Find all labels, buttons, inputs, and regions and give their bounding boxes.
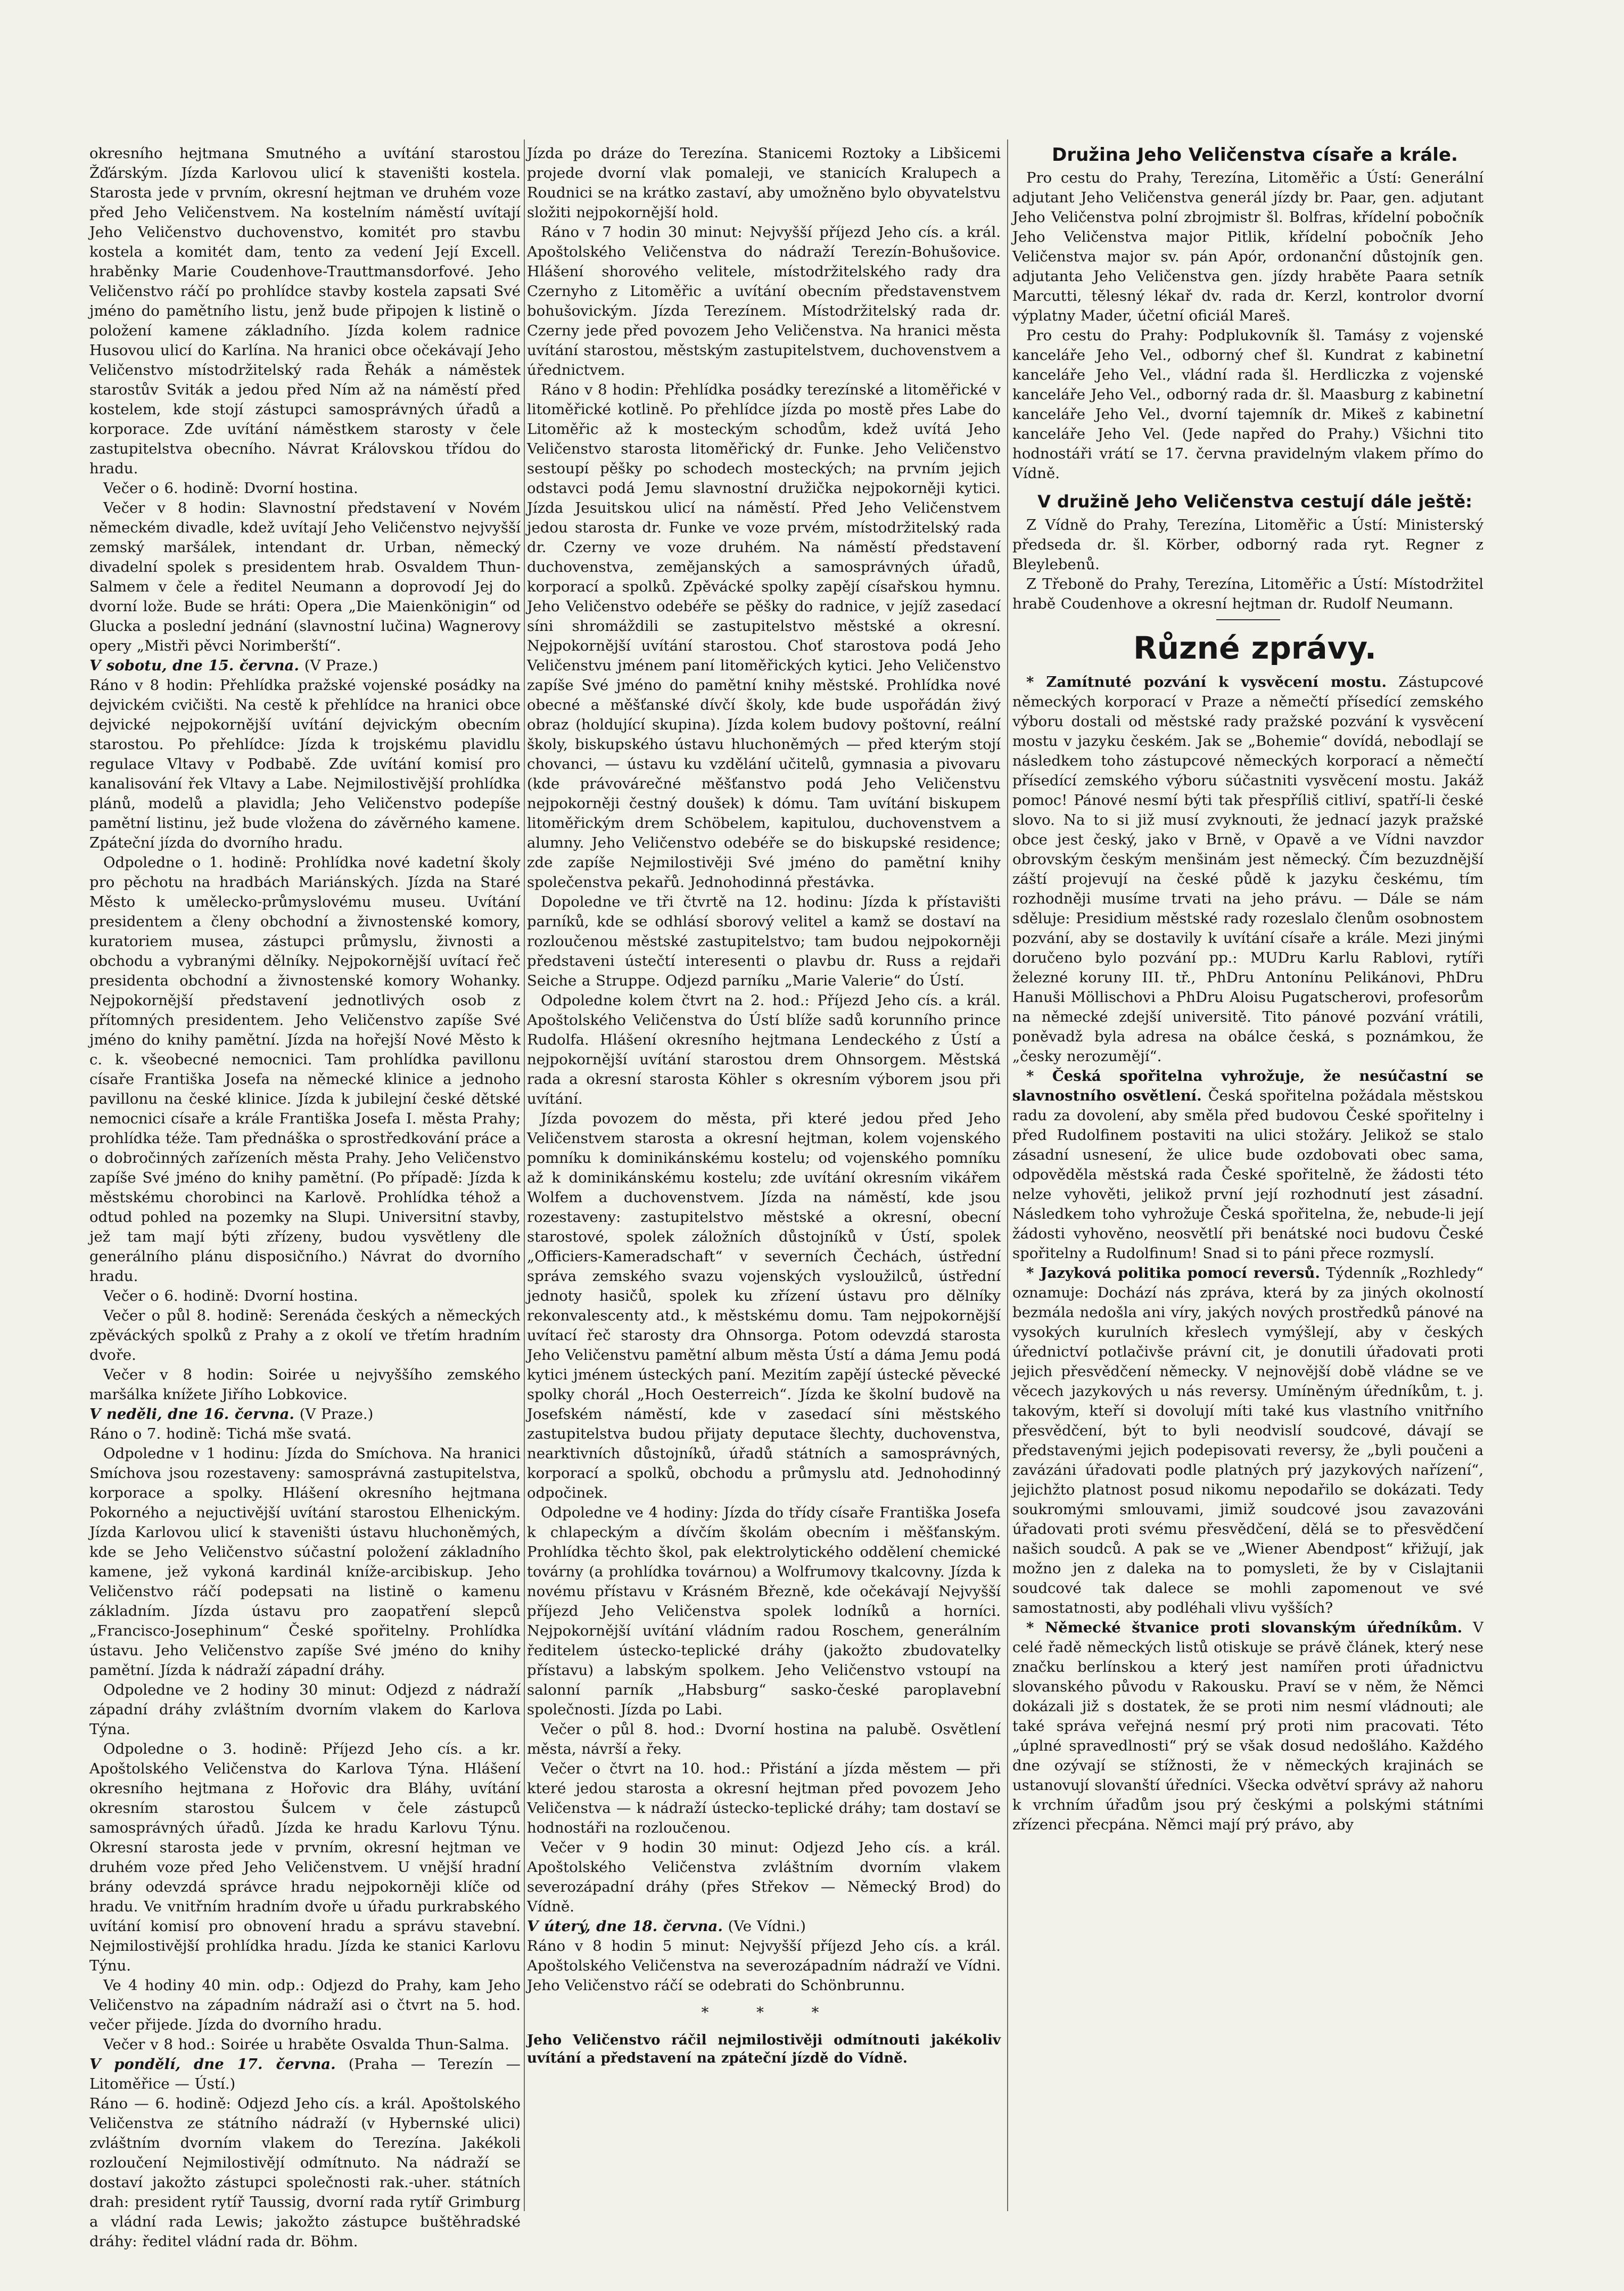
news-item — [1012, 1263, 1483, 1618]
day-heading-place: (V Praze.) — [299, 1406, 374, 1423]
asterism: * * * — [701, 2004, 840, 2021]
news-title: * Německé štvanice proti slovanským úředníkům. — [1026, 1619, 1463, 1636]
news-item — [1012, 1618, 1483, 1835]
paragraph: Jízda povozem do města, při které jedou před Jeho Veličenstvem starosta a okresní hejtman, kolem vojenského pomníku k dominikánskému kostelu; od vojenského pomníku až k dominikánskému kostelu; zde uvítání okresním vikářem Wolfem a duchovenstvem. Jízda na náměstí, kde jsou rozestaveny: zastupitelstvo městské a okresní, obecní starostové, spolek záložních důstojníků v Ústí, spolek „Officiers-Kameradschaft“ v severních Čechách, ústřední správa zemského svazu vojenských vysloužilců, ústřední jednoty hasičů, spolek ku zřízení ústavu pro dělníky rekonvalescenty atd., k městskému domu. Tam nejpokornější uvítací řeč starosty dra Ohnsorga. Potom odevzdá starosta Jeho Veličenstvu pamětní album města Ústí a dáma Jemu podá kytici jménem ústeckých paní. Mezitím zapějí ústecké pěvecké spolky chorál „Hoch Oesterreich“. Jízda ke školní budově na Josefském náměstí, kde v zasedací síni městského zastupitelstva budou přijaty deputace šlechty, duchovenstva, nearktivních důstojníků, úřadů státních a samosprávných, korporací a spolků, obchodu a průmyslu atd. Jednohodinný odpočinek. — [527, 1110, 1001, 1501]
column-3 — [1012, 144, 1483, 2211]
paragraph: Z Vídně do Prahy, Terezína, Litoměřic a Ústí: Ministerský předseda dr. šl. Körber, odborný rada ryt. Regner z Bleylebenů. — [1012, 516, 1483, 573]
paragraph: Ve 4 hodiny 40 min. odp.: Odjezd do Prahy, kam Jeho Veličenstvo na západním nádraží asi o čtvrt na 5. hod. večer přijede. Jízda do dvorního hradu. — [89, 1977, 521, 2033]
paragraph: Z Třeboně do Prahy, Terezína, Litoměřic a Ústí: Místodržitel hrabě Coudenhove a okresní hejtman dr. Rudolf Neumann. — [1012, 576, 1483, 612]
paragraph: Večer o 6. hodině: Dvorní hostina. — [103, 1287, 358, 1304]
column-rule-left — [524, 139, 525, 2211]
paragraph: Jízda po dráze do Terezína. Stanicemi Roztoky a Libšicemi projede dvorní vlak pomaleji, ve stanicích Kralupech a Roudnici se na krátko zastaví, aby umožněno bylo obyvatelstvu složiti nejpokornější hold. — [527, 145, 1001, 221]
paragraph: Odpoledne o 1. hodině: Prohlídka nové kadetní školy pro pěchotu na hradbách Mariánských. Jízda na Staré Město k umělecko-průmyslovému museu. Uvítání presidentem a členy obchodní a živnostenské komory, kuratoriem musea, zástupci průmyslu, živnosti a obchodu a vybranými dělníky. Nejpokornější uvítací řeč presidenta obchodní a živnostenské komory Wohanky. Nejpokornější představení jednotlivých osob z přítomných presidentem. Jeho Veličenstvo zapíše Své jméno do knihy pamětní. Jízda na hořejší Nové Město k c. k. všeobecné nemocnici. Tam prohlídka pavillonu císaře Františka Josefa na německé klinice a jednoho pavillonu na české klinice. Jízda k jubilejní české dětské nemocnici císaře a krále Františka Josefa I. města Prahy; prohlídka téže. Tam přednáška o sprostředkování práce a o dobročinných zařízeních města Prahy. Jeho Veličenstvo zapíše Své jméno do knihy pamětní. (Po případě: Jízda k městskému chorobinci na Karlově. Prohlídka téhož a odtud pohled na pozemky na Slupi. Universitní stavby, jež tam mají býti zřízeny, budou vysvětleny dle generálního plánu disposičního.) Návrat do dvorního hradu. — [89, 854, 521, 1285]
news-item — [1012, 672, 1483, 1066]
day-heading-place: (Praha — Terezín — Litoměřice — Ústí.) — [89, 2056, 521, 2092]
paragraph: Večer o půl 8. hodině: Serenáda českých a německých zpěváckých spolků z Prahy a z okolí ve třetím hradním dvoře. — [89, 1307, 521, 1364]
day-heading-text: V sobotu, dne 15. června. — [89, 657, 299, 674]
paragraph: Odpoledne ve 4 hodiny: Jízda do třídy císaře Františka Josefa k chlapeckým a dívčím školám obecním i měšťanským. Prohlídka těchto škol, pak elektrolytického oddělení chemické továrny (a prohlídka továrnou) a Wolfrumovy tkalcovny. Jízda k novému přístavu v Krásném Březně, kde očekávají Nejvyšší příjezd Jeho Veličenstva spolek lodníků a horníci. Nejpokornější uvítání vládním radou Roschem, generálním ředitelem ústecko-teplické dráhy (jakožto zbudovatelky přístavu) a labským spolkem. Jeho Veličenstvo vstoupí na salonní parník „Habsburg“ sasko-české paroplavební společnosti. Jízda po Labi. — [527, 1504, 1001, 1718]
heading-retinue: Družina Jeho Veličenstva císaře a krále. — [1052, 144, 1458, 166]
paragraph: Ráno v 8 hodin 5 minut: Nejvyšší příjezd Jeho cís. a král. Apoštolského Veličenstva na severozápadním nádraží ve Vídni. Jeho Veličenstvo ráčí se odebrati do Schönbrunnu. — [527, 1937, 1001, 1994]
heading-news: Různé zprávy. — [1133, 630, 1376, 666]
section-divider — [1216, 619, 1280, 620]
paragraph: Večer v 8 hodin: Slavnostní představení v Novém německém divadle, kdež uvítají Jeho Veličenstvo nejvyšší zemský maršálek, intendant dr. Urban, německý divadelní spolek s presidentem hrab. Osvaldem Thun-Salmem v čele a ředitel Neumann a doprovodí Jej do dvorní lože. Bude se hráti: Opera „Die Maienkönigin“ od Glucka a poslední jednání (slavnostní lučina) Wagnerovy opery „Mistři pěvci Norimberští“. — [89, 499, 521, 654]
news-item — [1012, 1066, 1483, 1263]
column-rule-right — [1007, 139, 1008, 2211]
day-heading-text: V úterý, dne 18. června. — [527, 1918, 723, 1935]
day-heading-sunday — [89, 1405, 521, 1424]
news-text: Zástupcové německých korporací v Praze a němečtí přísedící zemského výboru dostali od městské rady pražské pozvání k vysvěcení mostu v jazyku českém. Jak se „Bohemie“ dovídá, nebodlají se následkem toho zástupcové německých korporací a němečtí přísedící zemského výboru súčastniti vysvěcení mostu. Jakáž pomoc! Pánové nesmí býti tak přespříliš citliví, spatří-li české slovo. Na to si již musí zvyknouti, že jednací jazyk pražské obce jest český, jako v Brně, v Opavě a ve Vídni navzdor obrovským českým menšinám jest německý. Čím bezuzdnější záští projevují na české půdě k jazyku českému, tím rozhodněji musíme trvati na jeho právu. — Dále se nám sděluje: Presidium městské rady rozeslalo členům osobnostem pozvání, aby se dostavily k uvítání císaře a krále. Mezi jinými doručeno bylo pozvání pp.: MUDru Karlu Rablovi, rytíři železné koruny III. tř., PhDru Antonínu Pelikánovi, PhDru Hanuši Möllischovi a PhDru Aloisu Pugatscherovi, profesorům na německé zdejší universitě. Tito pánové pozvání vrátili, poněvadž byla adresa na obálce česká, s poznámkou, že „česky nerozumějí“. — [1012, 674, 1483, 1065]
news-title: * Jazyková politika pomocí reversů. — [1026, 1264, 1320, 1282]
day-heading-place: (Ve Vídni.) — [728, 1918, 806, 1935]
paragraph: Večer o 6. hodině: Dvorní hostina. — [103, 480, 358, 497]
paragraph: Odpoledne ve 2 hodiny 30 minut: Odjezd z nádraží západní dráhy zvláštním dvorním vlakem do Karlova Týna. — [89, 1681, 521, 1738]
paragraph: Pro cestu do Prahy, Terezína, Litoměřic a Ústí: Generální adjutant Jeho Veličenstva generál jízdy br. Paar, gen. adjutant Jeho Veličenstva polní zbrojmistr šl. Bolfras, křídelní pobočník Jeho Veličenstva major Pitlik, křídelní pobočník Jeho Veličenstva major sv. pán Apór, ordonanční důstojník gen. adjutanta Jeho Veličenstva gen. jízdy hraběte Paara setník Marcutti, tělesný lékař dv. rada dr. Kerzl, kontrolor dvorní výplatny Mader, účetní oficiál Mareš. — [1012, 169, 1483, 324]
paragraph: Ráno v 7 hodin 30 minut: Nejvyšší příjezd Jeho cís. a král. Apoštolského Veličenstva do nádraží Terezín-Bohušovice. Hlášení shorového velitele, místodržitelského rady dra Czernyho z Litoměřic a uvítání obecním představenstvem bohušovickým. Jízda Terezínem. Místodržitelský rada dr. Czerny jede před povozem Jeho Veličenstva. Na hranici města uvítání starostou, městským zastupitelstvem, duchovenstvem a úřednictvem. — [527, 224, 1001, 379]
paragraph: Dopoledne ve tři čtvrtě na 12. hodinu: Jízda k přístavišti parníků, kde se odhlásí sborový velitel a kamž se dostaví na rozloučenou městské zastupitelstvo; tam budou nejpokorněji představeni ústečtí interesenti o plavbu dr. Russ a rejdaři Seiche a Struppe. Odjezd parníku „Marie Valerie“ do Ústí. — [527, 893, 1001, 989]
day-heading-monday — [89, 2055, 521, 2094]
paragraph: Ráno o 7. hodině: Tichá mše svatá. — [89, 1425, 352, 1442]
column-2 — [527, 144, 1001, 2211]
news-text: Týdenník „Rozhledy“ oznamuje: Dochází nás zpráva, která by za jiných okolností bezmála nedošla ani víry, jakých nových prostředků pánové na vysokých kurulních křeslech vymýšlejí, aby v českých úřednictví potlačivše právní cit, je donutili úřadovati proti jejich přesvědčení německy. V nejnovější době vládne se ve věcech jazykových u nás reversy. Umíněným úředníkům, t. j. takovým, kteří si dovolují míti také kus vlastního vnitřního přesvědčení, být to byli neodvislí soudcové, dávají se představenými jejich podepisovati reversy, že „byli poučeni a zavázáni úřadovati podle platných prý jazykových nařízení“, jejichžto platnost posud nikomu nepodařilo se dokázati. Tedy soukromými smlouvami, jimiž soudcové jsou zavazováni úřadovati proti svému přesvědčení, dělá se to přesvědčení našich soudců. A pak se ve „Wiener Abendpost“ křižují, jak možno jen z daleka na to pomysleti, že by v Cislajtanii soudcové tak dalece se mohli zapomenout ve své samostatnosti, aby podléhali vlivu vyšších? — [1012, 1264, 1483, 1616]
paragraph: Pro cestu do Prahy: Podplukovník šl. Tamásy z vojenské kanceláře Jeho Vel., odborný chef šl. Kundrat z kabinetní kanceláře Jeho Vel., vládní rada šl. Herdliczka z vojenské kanceláře Jeho Vel., odborný rada dr. šl. Maasburg z kabinetní kanceláře Jeho Vel., dvorní tajemník dr. Mikeš z kabinetní kanceláře Jeho Vel. (Jede napřed do Prahy.) Všichni tito hodnostáři vrátí se 17. června pravidelným vlakem přímo do Vídně. — [1012, 327, 1483, 482]
heading-retinue-2: V družině Jeho Veličenstva cestují dále ještě: — [1037, 491, 1472, 512]
column-1 — [89, 144, 521, 2250]
paragraph: Ráno — 6. hodině: Odjezd Jeho cís. a král. Apoštolského Veličenstva ze státního nádraží (v Hybernské ulici) zvláštním dvorním vlakem do Terezína. Jakékoli rozloučení Nejmilostivějí odmítnuto. Na nádraží se dostaví jakožto zástupci společnosti rak.-uher. státních drah: president rytíř Taussig, dvorní rada rytíř Grimburg a vládní rada Lewis; jakožto zástupce buštěhradské dráhy: ředitel vládní rada dr. Böhm. — [89, 2095, 521, 2250]
day-heading-place: (V Praze.) — [304, 657, 378, 674]
paragraph: Večer v 9 hodin 30 minut: Odjezd Jeho cís. a král. Apoštolského Veličenstva zvláštním dvorním vlakem severozápadní dráhy (přes Střekov — Německý Brod) do Vídně. — [527, 1839, 1001, 1915]
paragraph: Ráno v 8 hodin: Přehlídka pražské vojenské posádky na dejvickém cvičišti. Na cestě k přehlídce na hranici obce dejvické nejpokornější uvítání dejvickým obecním starostou. Po přehlídce: Jízda k trojskému plavidlu regulace Vltavy v Podbabě. Zde uvítání komisí pro kanalisování řek Vltavy a Labe. Nejmilostivější prohlídka plánů, modelů a plavidla; Jeho Veličenstvo podepíše pamětní listinu, jež bude vložena do závěrného kamene. Zpáteční jízda do dvorního hradu. — [89, 677, 521, 851]
news-text: Česká spořitelna požádala městskou radu za dovolení, aby směla před budovou České spořitelny i před Rudolfinem postaviti na ulici stožáry. Jelikož se stalo zásadní usnesení, že ulice bude ozdobovati obec sama, odpověděla městská rada České spořitelně, že žádosti této nelze vyhověti, jelikož první její rozhodnutí jest zásadní. Následkem toho vyhrožuje Česká spořitelna, že, nebude-li její žádosti vyhověno, neosvětlí při benátské noci budovu České spořitelny a Rudolfinum! Snad si to páni přece rozmyslí. — [1012, 1087, 1483, 1262]
paragraph: Večer v 8 hod.: Soirée u hraběte Osvalda Thun-Salma. — [103, 2036, 509, 2053]
paragraph: Odpoledne kolem čtvrt na 2. hod.: Příjezd Jeho cís. a král. Apoštolského Veličenstva do Ústí blíže sadů korunního prince Rudolfa. Hlášení okresního hejtmana Lendeckého z Ústí a nejpokornější uvítání starostou drem Ohnsorgem. Městská rada a okresní starosta Köhler s okresním výborem jsou při uvítání. — [527, 992, 1001, 1107]
paragraph: Odpoledne o 3. hodině: Příjezd Jeho cís. a kr. Apoštolského Veličenstva do Karlova Týna. Hlášení okresního hejtmana z Hořovic dra Bláhy, uvítání okresním starostou Šulcem v čele zástupců samosprávných úřadů. Jízda ke hradu Karlovu Týnu. Okresní starosta jede v prvním, okresní hejtman ve druhém voze před Jeho Veličenstvem. U vnější hradní brány odevzdá správce hradu nejpokorněji klíče od hradu. Ve vnitřním hradním dvoře u úřadu purkrabského uvítání komisí pro obnovení hradu a správu stavební. Nejmilostivější prohlídka hradu. Jízda ke stanici Karlovu Týnu. — [89, 1740, 521, 1974]
news-text: V celé řadě německých listů otiskuje se právě článek, který nese značku berlínskou a který jest namířen proti úřadnictvu slovanského původu v Rakousku. Praví se v něm, že Němci dokázali již s dostatek, že se proti nim nesmí vládnouti; ale také správa veřejná nesmí prý proti nim pracovati. Této „úplné spravedlnosti“ prý se však dosud nedošláho. Každého dne ozývají se stížnosti, že v německých krajinách se ustanovují slovanští úředníci. Všecka odvětví správy až nahoru k vrchním úřadům jsou prý českými a polskými státními zřízenci přecpána. Němci mají prý právo, aby — [1012, 1619, 1483, 1833]
day-heading-text: V pondělí, dne 17. června. — [89, 2056, 336, 2073]
paragraph: Večer v 8 hodin: Soirée u nejvyššího zemského maršálka knížete Jiřího Lobkovice. — [89, 1366, 521, 1403]
paragraph: okresního hejtmana Smutného a uvítání starostou Žďárským. Jízda Karlovou ulicí k staveništi kostela. Starosta jede v prvním, okresní hejtman ve druhém voze před Jeho Veličenstvem. Na kostelním náměstí uvítají Jeho Veličenstvo duchovenstvo, komitét pro stavbu kostela a komitét dam, tento za vedení Její Excell. hraběnky Marie Coudenhove-Trauttmansdorfové. Jeho Veličenstvo ráčí po prohlídce stavby kostela zapsati Své jméno do pamětního listu, jenž bude připojen k listině o položení kamene základního. Jízda kolem radnice Husovou ulicí do Karlína. Na hranici obce očekávají Jeho Veličenstvo místodržitelský rada Řehák a náměstek starostův Sviták a jedou před Ním až na náměstí před kostelem, kde stojí zástupci samosprávných úřadů a korporace. Zde uvítání náměstkem starosty v čele zastupitelstva obecního. Návrat Královskou třídou do hradu. — [89, 145, 521, 477]
paragraph: Večer o čtvrt na 10. hod.: Přistání a jízda městem — při které jedou starosta a okresní hejtman před povozem Jeho Veličenstva — k nádraží ústecko-teplické dráhy; tam dostaví se hodnostáři na rozloučenou. — [527, 1760, 1001, 1836]
day-heading-text: V neděli, dne 16. června. — [89, 1406, 294, 1423]
paragraph: Ráno v 8 hodin: Přehlídka posádky terezínské a litoměřické v litoměřické kotlině. Po přehlídce jízda po mostě přes Labe do Litoměřic až k mosteckým schodům, kdež uvítá Jeho Veličenstvo starosta litoměřický dr. Funke. Jeho Veličenstvo sestoupí pěšky po schodech mosteckých; na prvním jejich odstavci podá Jemu slavnostní družička nejpokorněji kytici. Jízda Jesuitskou ulicí na náměstí. Před Jeho Veličenstvem jedou starosta dr. Funke ve voze prvém, místodržitelský rada dr. Czerny ve voze druhém. Na náměstí představení duchovenstva, zemějanských a samosprávných úřadů, korporací a spolků. Zpěvácké spolky zapějí císařskou hymnu. Jeho Veličenstvo odebéře se pěšky do radnice, v jejíž zasedací síni shromáždili se zastupitelstvo městské a okresní. Nejpokornější uvítání starostou. Choť starostova podá Jeho Veličenstvu jménem paní litoměřických kytici. Jeho Veličenstvo zapíše Své jméno do pamětní knihy městské. Prohlídka nové obecné a měšťanské dívčí školy, kde bude uspořádán živý obraz (holdující skupina). Jízda kolem budovy poštovní, reální školy, biskupského ústavu hluchoněmých — před kterým stojí chovanci, — ústavu ku vzdělání učitelů, gymnasia a pivovaru (kde právovárečné měšťanstvo podá Jeho Veličenstvu nejpokorněji čestný doušek) k dómu. Tam uvítání biskupem litoměřickým drem Schöbelem, kapitulou, duchovenstvem a alumny. Jeho Veličenstvo odebéře se do biskupské residence; zde zapíše Nejmilostivěji Své jméno do pamětní knihy společenstva pekařů. Jednohodinná přestávka. — [527, 381, 1001, 891]
day-heading-tuesday — [527, 1917, 1001, 1936]
news-title: * Česká spořitelna vyhrožuje, že nesúčastní se slavnostního osvětlení. — [1012, 1068, 1483, 1104]
closing-note: Jeho Veličenstvo ráčil nejmilostivěji odmítnouti jakékoliv uvítání a představení na zpáteční jízdě do Vídně. — [527, 2032, 1001, 2066]
news-title: * Zamítnuté pozvání k vysvěcení mostu. — [1026, 674, 1387, 691]
paragraph: Odpoledne v 1 hodinu: Jízda do Smíchova. Na hranici Smíchova jsou rozestaveny: samosprávná zastupitelstva, korporace a spolky. Hlášení okresního hejtmana Pokorného a nejuctivější uvítání starostou Elhenickým. Jízda Karlovou ulicí k staveništi ústavu hluchoněmých, kde se Jeho Veličenstvo súčastní položení základního kamene, jež vykoná kardinál kníže-arcibiskup. Jeho Veličenstvo ráčí podepsati na listině o kamenu základním. Jízda ústavu pro zaopatření slepců „Francisco-Josephinum“ České spořitelny. Prohlídka ústavu. Jeho Veličenstvo zapíše Své jméno do knihy pamětní. Jízda k nádraží západní dráhy. — [89, 1445, 521, 1679]
paragraph: Večer o půl 8. hod.: Dvorní hostina na palubě. Osvětlení města, návrší a řeky. — [527, 1721, 1001, 1758]
day-heading-saturday — [89, 656, 521, 676]
